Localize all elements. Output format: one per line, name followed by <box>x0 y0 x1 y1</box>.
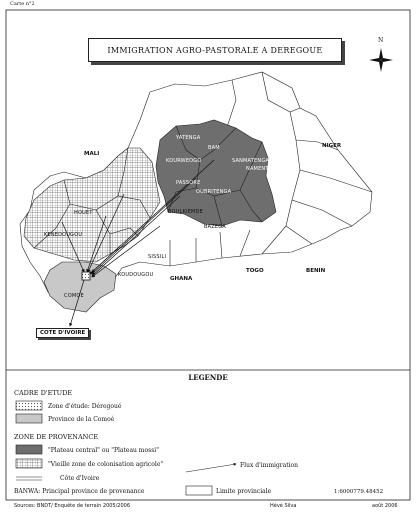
north-label: N <box>378 37 384 44</box>
footer-date: août 2006 <box>372 503 398 509</box>
province-label: BOULKIEMDE <box>168 209 203 215</box>
footer-author: Hévé Silva <box>270 503 297 509</box>
legend-swatch-plateau <box>16 445 42 454</box>
footer-sources: Sources: BNDT/ Enquête de terrain 2005/2006 <box>14 503 131 509</box>
legend-swatch-limite <box>186 486 212 495</box>
province-label: SANMATENGA <box>232 158 270 164</box>
province-label: SISSILI <box>148 254 167 260</box>
province-label: NAMENTENGA <box>246 166 284 172</box>
province-label: OUBRITENGA <box>196 189 232 195</box>
province-label: COMOE <box>64 293 84 299</box>
country-mali: MALI <box>84 151 100 157</box>
country-ghana: GHANA <box>170 276 193 282</box>
map-title-box <box>88 38 342 62</box>
legend-cote-ivoire: Côte d'Ivoire <box>60 475 100 482</box>
comoe-province <box>44 262 116 312</box>
legend-swatch-cote-ivoire <box>16 477 42 480</box>
map-scale: 1:6000779.48452 <box>334 489 384 495</box>
legend-swatch-comoe <box>16 414 42 423</box>
province-label: KOURWEOGO <box>166 158 202 164</box>
map-title: IMMIGRATION AGRO-PASTORALE A DEREGOUE <box>107 45 323 55</box>
country-benin: BENIN <box>306 268 326 274</box>
legend-zone-head: ZONE DE PROVENANCE <box>14 433 99 441</box>
province-label: KENEDOUGOU <box>44 232 83 238</box>
legend-vieille-zone: "Vieille zone de colonisation agricole" <box>48 461 164 468</box>
province-label: PASSORE <box>176 180 201 186</box>
country-niger: NIGER <box>322 143 342 149</box>
country-togo: TOGO <box>246 268 264 274</box>
legend-title: LEGENDE <box>188 373 228 382</box>
legend-flux-arrow <box>186 464 236 472</box>
legend-plateau: "Plateau central" ou "Plateau mossi" <box>48 447 159 454</box>
legend-zone-etude: Zone d'étude: Déregoué <box>48 403 122 410</box>
legend-swatch-vieille-zone <box>16 459 42 468</box>
legend-province-comoe: Province de la Comoé <box>48 416 115 423</box>
country-cote-divoire: COTE D'IVOIRE <box>36 328 89 338</box>
legend-flux: Flux d'immigration <box>240 462 299 469</box>
province-label: YATENGA <box>176 135 201 141</box>
province-label: KOUDOUGOU <box>118 272 154 278</box>
legend-cadre-head: CADRE D'ETUDE <box>14 389 73 397</box>
page-label: Carte n°2 <box>10 1 35 7</box>
province-label: BAM <box>208 145 220 151</box>
zone-etude <box>82 272 90 280</box>
province-label: BAZEGA <box>204 224 226 230</box>
legend-limite: Limite provinciale <box>216 488 272 495</box>
legend-swatch-zone-etude <box>16 401 42 410</box>
north-arrow-icon <box>369 48 393 72</box>
legend-banwa: BANWA: Principal province de provenance <box>14 488 145 495</box>
province-label: HOUET <box>74 210 93 216</box>
